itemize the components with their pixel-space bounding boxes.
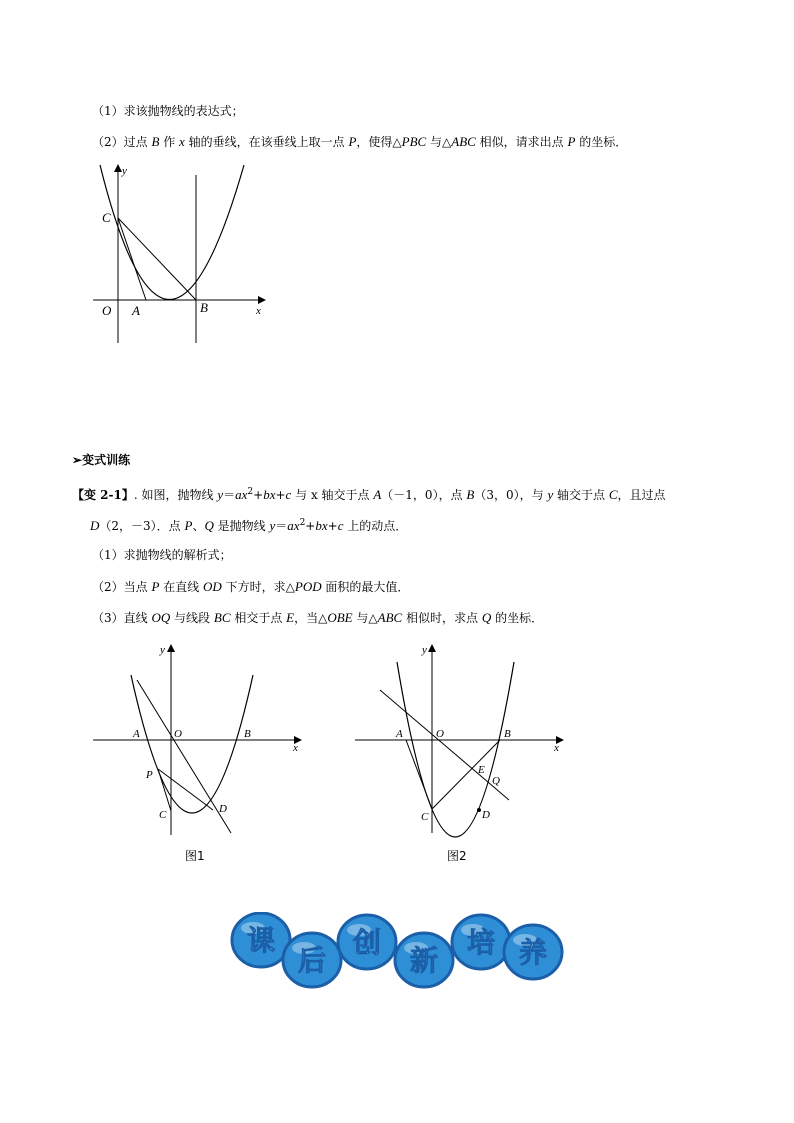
variant-question-3 xyxy=(92,610,543,626)
axis-name: y xyxy=(547,487,554,502)
label-b: B xyxy=(504,728,511,740)
banner-char: 培 xyxy=(466,926,496,959)
math: c xyxy=(337,518,344,533)
text-segment: 轴交于点 xyxy=(553,488,609,502)
label-b: B xyxy=(200,300,208,315)
label-a: A xyxy=(133,728,140,740)
math-exponent: 2 xyxy=(247,487,254,497)
label-o: O xyxy=(102,303,112,318)
point-label: B xyxy=(466,487,475,502)
point-label: P xyxy=(348,134,357,149)
text-segment: ，使得△ xyxy=(356,135,402,149)
label-y: y xyxy=(422,644,427,656)
triangle-label: PBC xyxy=(401,134,427,149)
text-segment: 与△ xyxy=(352,611,378,625)
triangle-label: OBE xyxy=(327,610,353,625)
math: ＝ xyxy=(275,519,288,533)
line-label: BC xyxy=(213,610,231,625)
label-c: C xyxy=(159,809,167,821)
label-a: A xyxy=(396,728,403,740)
math: bx xyxy=(315,518,328,533)
figure-variant-1 xyxy=(90,640,310,870)
text-segment: 与△ xyxy=(426,135,452,149)
point-label: P xyxy=(184,518,193,533)
section-title xyxy=(72,452,130,468)
banner-char: 课 xyxy=(246,924,276,957)
point-label: Q xyxy=(204,518,214,533)
parabola xyxy=(100,165,244,300)
section-title-text: 变式训练 xyxy=(82,453,131,467)
label-d: D xyxy=(219,803,227,815)
variant-question-2 xyxy=(92,579,409,595)
label-o: O xyxy=(436,728,444,740)
label-x: x xyxy=(293,742,298,754)
math: ax xyxy=(235,487,248,502)
label-x: x xyxy=(554,742,559,754)
math: ＝ xyxy=(223,488,236,502)
figure-caption: 图1 xyxy=(185,849,205,863)
bullet-icon: ➢ xyxy=(72,453,83,467)
text-segment: 作 xyxy=(159,135,180,149)
point-label: B xyxy=(151,134,160,149)
line-oq xyxy=(380,690,509,800)
text-segment: 的坐标． xyxy=(575,135,628,149)
point-label: P xyxy=(151,579,160,594)
segment-pc xyxy=(158,769,171,811)
banner-char: 养 xyxy=(518,936,548,969)
text-segment: 是抛物线 xyxy=(213,519,270,533)
text-segment: 与 x 轴交于点 xyxy=(291,488,374,502)
text-segment: （2）过点 xyxy=(92,135,152,149)
math: bx xyxy=(263,487,276,502)
banner-bubble xyxy=(395,933,453,987)
text-segment: 轴的垂线，在该垂线上取一点 xyxy=(184,135,349,149)
text-segment: （3）直线 xyxy=(92,611,152,625)
label-o: O xyxy=(174,728,182,740)
text-segment: 与线段 xyxy=(170,611,214,625)
text-segment: （3，0），与 xyxy=(474,488,548,502)
label-y: y xyxy=(160,644,165,656)
banner-bubble xyxy=(452,915,510,969)
math: c xyxy=(285,487,292,502)
figure-caption: 图2 xyxy=(447,849,467,863)
label-b: B xyxy=(244,728,251,740)
banner-char: 后 xyxy=(297,944,327,977)
text-segment: 相似时，求点 xyxy=(402,611,482,625)
text-segment: 、 xyxy=(192,519,205,533)
text-segment: ，且过点 xyxy=(617,488,666,502)
banner-bubble xyxy=(504,925,562,979)
segment-ca xyxy=(406,740,432,809)
label-y: y xyxy=(122,165,127,177)
text-segment: ，当△ xyxy=(294,611,328,625)
text-segment: （2，－3）．点 xyxy=(99,519,185,533)
text-segment: 的坐标． xyxy=(491,611,544,625)
line-label: OQ xyxy=(151,610,171,625)
text-segment: 相交于点 xyxy=(230,611,287,625)
parabola xyxy=(397,662,514,837)
point-label: D xyxy=(90,518,100,533)
label-e: E xyxy=(478,764,485,776)
problem-tag: 【变 2-1】 xyxy=(72,488,134,502)
banner-bubble xyxy=(338,915,396,969)
math: y xyxy=(269,518,276,533)
triangle-label: ABC xyxy=(377,610,403,625)
math: ax xyxy=(287,518,300,533)
triangle-label: ABC xyxy=(451,134,476,149)
text-segment: 相似，请求出点 xyxy=(475,135,568,149)
text-segment: 上的动点． xyxy=(343,519,408,533)
axis-name: x xyxy=(179,134,185,149)
variant-statement-line-1 xyxy=(72,484,666,503)
banner-after-class-training xyxy=(228,912,568,992)
point-label: Q xyxy=(481,610,492,625)
text-segment: 面积的最大值． xyxy=(321,580,410,594)
label-d: D xyxy=(482,809,490,821)
variant-question-1: （1）求抛物线的解析式； xyxy=(92,548,232,562)
label-a: A xyxy=(132,303,140,318)
point-label: P xyxy=(567,134,576,149)
parabola xyxy=(131,675,253,813)
text-segment: . 如图，抛物线 xyxy=(133,488,218,502)
question-1: （1）求该抛物线的表达式； xyxy=(92,104,244,118)
point-label: E xyxy=(286,610,295,625)
figure-variant-2 xyxy=(350,640,570,870)
question-2 xyxy=(92,134,627,150)
point-label: A xyxy=(373,487,382,502)
label-c: C xyxy=(102,210,111,225)
math: y xyxy=(217,487,224,502)
segment-ca xyxy=(118,218,146,300)
variant-statement-line-2 xyxy=(90,515,407,534)
banner-char: 创 xyxy=(352,926,382,959)
segment-cb xyxy=(118,218,196,300)
text-segment: 在直线 xyxy=(159,580,204,594)
figure-problem-1 xyxy=(90,160,280,350)
label-c: C xyxy=(421,811,429,823)
banner-char: 新 xyxy=(409,944,439,977)
text-segment: （－1，0），点 xyxy=(381,488,467,502)
math: + xyxy=(305,519,316,533)
banner-bubble xyxy=(232,913,290,967)
point-label: C xyxy=(608,487,618,502)
label-x: x xyxy=(256,305,261,317)
line-label: OD xyxy=(203,579,222,594)
math: + xyxy=(253,488,264,502)
math: + xyxy=(275,488,286,502)
banner-bubble xyxy=(283,933,341,987)
text-segment: （2）当点 xyxy=(92,580,152,594)
label-q: Q xyxy=(492,775,500,787)
label-p: P xyxy=(146,769,153,781)
triangle-label: POD xyxy=(294,579,322,594)
math: + xyxy=(327,519,338,533)
text-segment: 下方时，求△ xyxy=(221,580,295,594)
math-exponent: 2 xyxy=(299,518,306,528)
point-d xyxy=(477,808,481,812)
